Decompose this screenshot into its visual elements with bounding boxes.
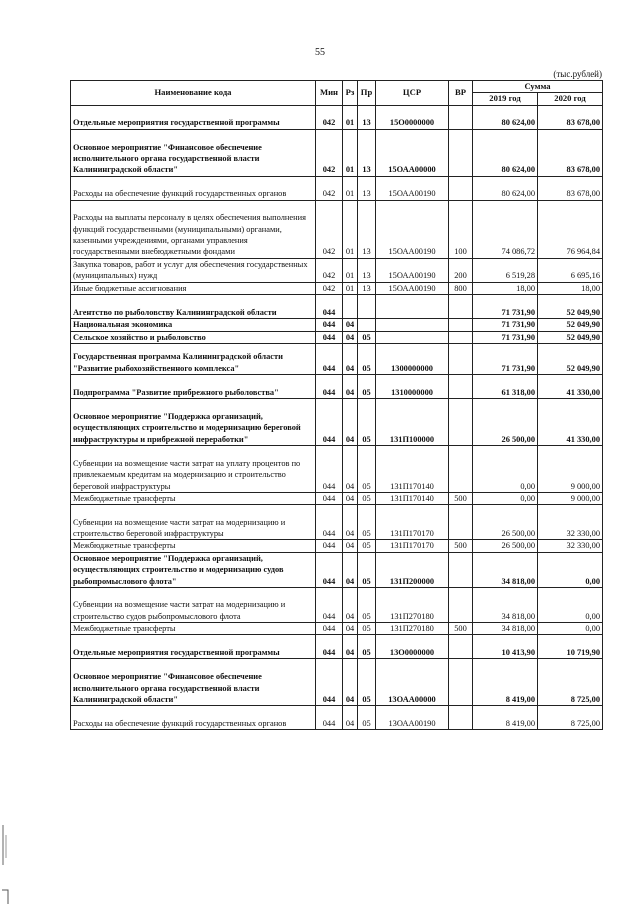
cell-vr: 500: [449, 493, 473, 505]
cell-pr: 05: [358, 446, 376, 493]
cell-name: Сельское хозяйство и рыболовство: [71, 331, 316, 343]
cell-min: 044: [316, 505, 343, 540]
cell-rz: 04: [343, 552, 358, 587]
cell-csr: 1310000000: [376, 375, 449, 399]
cell-pr: 05: [358, 635, 376, 659]
cell-csr: 13ОАА00000: [376, 659, 449, 706]
cell-rz: 04: [343, 540, 358, 552]
cell-min: 044: [316, 331, 343, 343]
cell-v2020: 0,00: [538, 623, 603, 635]
cell-min: 044: [316, 588, 343, 623]
cell-name: Основное мероприятие "Финансовое обеспечение исполнительного органа государственной власти Калининградской области": [71, 659, 316, 706]
cell-v2020: 52 049,90: [538, 344, 603, 375]
table-row: [71, 344, 603, 375]
cell-name: Межбюджетные трансферты: [71, 540, 316, 552]
cell-name: Межбюджетные трансферты: [71, 493, 316, 505]
cell-csr: 13ОАА00190: [376, 706, 449, 730]
cell-rz: 04: [343, 493, 358, 505]
table-row: [71, 295, 603, 319]
cell-name: Субвенции на возмещение части затрат на модернизацию и строительство судов рыбопромыслового флота: [71, 588, 316, 623]
cell-v2019: 26 500,00: [473, 540, 538, 552]
cell-csr: 15ОАА00190: [376, 282, 449, 294]
cell-rz: 04: [343, 399, 358, 446]
cell-v2019: 0,00: [473, 493, 538, 505]
cell-vr: [449, 319, 473, 331]
cell-v2020: 0,00: [538, 552, 603, 587]
cell-v2019: 61 318,00: [473, 375, 538, 399]
cell-v2019: 71 731,90: [473, 331, 538, 343]
cell-v2019: 34 818,00: [473, 623, 538, 635]
cell-min: 044: [316, 344, 343, 375]
cell-name: Закупка товаров, работ и услуг для обеспечения государственных (муниципальных) нужд: [71, 258, 316, 282]
cell-name: Отдельные мероприятия государственной программы: [71, 105, 316, 129]
cell-min: 042: [316, 176, 343, 200]
cell-v2020: 52 049,90: [538, 319, 603, 331]
cell-csr: 131П100000: [376, 399, 449, 446]
col-vr-header: ВР: [449, 81, 473, 106]
table-row: [71, 505, 603, 540]
cell-pr: 05: [358, 706, 376, 730]
table-row: [71, 493, 603, 505]
cell-csr: 15ОАА00190: [376, 200, 449, 258]
cell-rz: 01: [343, 200, 358, 258]
cell-rz: 01: [343, 105, 358, 129]
units-label: (тыс.рублей): [553, 69, 602, 79]
col-pr-header: Пр: [358, 81, 376, 106]
cell-v2020: 32 330,00: [538, 540, 603, 552]
cell-v2019: 74 086,72: [473, 200, 538, 258]
cell-rz: 04: [343, 446, 358, 493]
cell-v2020: 76 964,84: [538, 200, 603, 258]
cell-rz: [343, 295, 358, 319]
cell-v2019: 80 624,00: [473, 105, 538, 129]
cell-min: 044: [316, 375, 343, 399]
cell-v2019: 8 419,00: [473, 706, 538, 730]
cell-name: Межбюджетные трансферты: [71, 623, 316, 635]
cell-csr: 131П170140: [376, 493, 449, 505]
cell-pr: 05: [358, 399, 376, 446]
cell-name: Субвенции на возмещение части затрат на модернизацию и строительство береговой инфраструктуры: [71, 505, 316, 540]
cell-min: 042: [316, 200, 343, 258]
cell-pr: 05: [358, 659, 376, 706]
cell-name: Национальная экономика: [71, 319, 316, 331]
cell-pr: 05: [358, 344, 376, 375]
cell-rz: 01: [343, 282, 358, 294]
cell-v2020: 83 678,00: [538, 105, 603, 129]
page-number: 55: [315, 47, 325, 58]
cell-rz: 01: [343, 129, 358, 176]
cell-v2020: 32 330,00: [538, 505, 603, 540]
cell-v2020: 8 725,00: [538, 659, 603, 706]
table-row: [71, 659, 603, 706]
cell-vr: [449, 375, 473, 399]
cell-vr: [449, 129, 473, 176]
cell-pr: 05: [358, 493, 376, 505]
cell-min: 044: [316, 295, 343, 319]
cell-v2019: 18,00: [473, 282, 538, 294]
cell-v2020: 52 049,90: [538, 331, 603, 343]
cell-name: Субвенции на возмещение части затрат на уплату процентов по привлекаемым кредитам на модернизацию и строительство береговой инфраструктуры: [71, 446, 316, 493]
col-name-header: Наименование кода: [71, 81, 316, 106]
cell-csr: [376, 295, 449, 319]
cell-v2020: 9 000,00: [538, 493, 603, 505]
cell-vr: 500: [449, 623, 473, 635]
cell-v2020: 41 330,00: [538, 375, 603, 399]
cell-v2020: 18,00: [538, 282, 603, 294]
cell-name: Основное мероприятие "Финансовое обеспечение исполнительного органа государственной власти Калининградской области": [71, 129, 316, 176]
cell-pr: 05: [358, 552, 376, 587]
scan-margin-marks: [0, 820, 14, 905]
table-row: [71, 540, 603, 552]
cell-name: Расходы на выплаты персоналу в целях обеспечения выполнения функций государственными (муниципальными) органами, казенными учреждениями, органами управления государственными внебюджетными фондами: [71, 200, 316, 258]
cell-v2019: 10 413,90: [473, 635, 538, 659]
cell-min: 042: [316, 282, 343, 294]
cell-pr: 13: [358, 176, 376, 200]
table-row: [71, 552, 603, 587]
table-row: [71, 635, 603, 659]
cell-csr: 131П270180: [376, 623, 449, 635]
table-row: [71, 331, 603, 343]
cell-min: 042: [316, 258, 343, 282]
cell-min: 044: [316, 635, 343, 659]
table-row: [71, 105, 603, 129]
cell-min: 044: [316, 446, 343, 493]
cell-v2020: 83 678,00: [538, 129, 603, 176]
cell-rz: 04: [343, 505, 358, 540]
table-row: [71, 623, 603, 635]
table-row: [71, 282, 603, 294]
cell-v2019: 0,00: [473, 446, 538, 493]
cell-v2019: 8 419,00: [473, 659, 538, 706]
cell-vr: [449, 552, 473, 587]
table-body: [71, 105, 603, 730]
cell-pr: 05: [358, 375, 376, 399]
cell-min: 042: [316, 105, 343, 129]
cell-v2020: 9 000,00: [538, 446, 603, 493]
cell-rz: 04: [343, 344, 358, 375]
cell-min: 044: [316, 552, 343, 587]
table-row: [71, 319, 603, 331]
cell-v2020: 10 719,90: [538, 635, 603, 659]
cell-vr: [449, 344, 473, 375]
cell-pr: 13: [358, 129, 376, 176]
cell-name: Иные бюджетные ассигнования: [71, 282, 316, 294]
table-row: [71, 375, 603, 399]
table-row: [71, 399, 603, 446]
cell-v2019: 80 624,00: [473, 176, 538, 200]
cell-name: Подпрограмма "Развитие прибрежного рыболовства": [71, 375, 316, 399]
table-row: [71, 176, 603, 200]
cell-rz: 04: [343, 659, 358, 706]
cell-rz: 01: [343, 176, 358, 200]
cell-rz: 04: [343, 588, 358, 623]
cell-vr: [449, 295, 473, 319]
table-row: [71, 258, 603, 282]
cell-rz: 04: [343, 331, 358, 343]
cell-pr: [358, 319, 376, 331]
cell-pr: 05: [358, 623, 376, 635]
cell-csr: 131П170170: [376, 505, 449, 540]
cell-vr: [449, 446, 473, 493]
table-row: [71, 129, 603, 176]
cell-name: Основное мероприятие "Поддержка организаций, осуществляющих строительство и модернизацию береговой инфраструктуры и прибрежной переработки": [71, 399, 316, 446]
cell-vr: [449, 635, 473, 659]
col-min-header: Мин: [316, 81, 343, 106]
cell-min: 044: [316, 399, 343, 446]
col-rz-header: Рз: [343, 81, 358, 106]
table-row: [71, 446, 603, 493]
cell-csr: 131П200000: [376, 552, 449, 587]
col-2019-header: 2019 год: [473, 93, 538, 105]
cell-v2020: 52 049,90: [538, 295, 603, 319]
cell-v2019: 71 731,90: [473, 295, 538, 319]
cell-csr: 15ОАА00190: [376, 258, 449, 282]
cell-rz: 04: [343, 706, 358, 730]
cell-csr: 131П270180: [376, 588, 449, 623]
cell-csr: 131П170140: [376, 446, 449, 493]
col-csr-header: ЦСР: [376, 81, 449, 106]
cell-v2020: 83 678,00: [538, 176, 603, 200]
cell-name: Агентство по рыболовству Калининградской области: [71, 295, 316, 319]
cell-v2020: 8 725,00: [538, 706, 603, 730]
cell-vr: 100: [449, 200, 473, 258]
cell-pr: 05: [358, 540, 376, 552]
cell-v2019: 80 624,00: [473, 129, 538, 176]
cell-csr: 13О0000000: [376, 635, 449, 659]
cell-rz: 04: [343, 623, 358, 635]
cell-min: 044: [316, 319, 343, 331]
cell-v2020: 0,00: [538, 588, 603, 623]
cell-csr: 15О0000000: [376, 105, 449, 129]
cell-vr: [449, 176, 473, 200]
cell-vr: [449, 706, 473, 730]
cell-rz: 04: [343, 635, 358, 659]
cell-pr: 13: [358, 200, 376, 258]
cell-vr: 800: [449, 282, 473, 294]
cell-name: Отдельные мероприятия государственной программы: [71, 635, 316, 659]
cell-pr: [358, 295, 376, 319]
cell-vr: 500: [449, 540, 473, 552]
table-row: [71, 588, 603, 623]
cell-v2019: 26 500,00: [473, 505, 538, 540]
col-sum-header: Сумма: [473, 81, 603, 93]
cell-v2020: 6 695,16: [538, 258, 603, 282]
cell-pr: 05: [358, 505, 376, 540]
col-2020-header: 2020 год: [538, 93, 603, 105]
cell-vr: [449, 105, 473, 129]
cell-pr: 13: [358, 105, 376, 129]
cell-csr: [376, 331, 449, 343]
budget-table: [70, 80, 603, 730]
cell-rz: 01: [343, 258, 358, 282]
cell-pr: 05: [358, 588, 376, 623]
cell-min: 044: [316, 623, 343, 635]
table-header: [71, 81, 603, 106]
cell-vr: [449, 659, 473, 706]
cell-v2019: 71 731,90: [473, 319, 538, 331]
cell-v2020: 41 330,00: [538, 399, 603, 446]
table-row: [71, 200, 603, 258]
cell-vr: 200: [449, 258, 473, 282]
cell-vr: [449, 505, 473, 540]
cell-v2019: 26 500,00: [473, 399, 538, 446]
cell-min: 042: [316, 129, 343, 176]
cell-min: 044: [316, 493, 343, 505]
cell-name: Государственная программа Калининградской области "Развитие рыбохозяйственного комплекса": [71, 344, 316, 375]
cell-vr: [449, 331, 473, 343]
cell-csr: 15ОАА00000: [376, 129, 449, 176]
table-row: [71, 706, 603, 730]
cell-min: 044: [316, 659, 343, 706]
cell-name: Расходы на обеспечение функций государственных органов: [71, 176, 316, 200]
cell-vr: [449, 588, 473, 623]
cell-rz: 04: [343, 375, 358, 399]
cell-v2019: 34 818,00: [473, 552, 538, 587]
cell-v2019: 34 818,00: [473, 588, 538, 623]
cell-pr: 13: [358, 282, 376, 294]
cell-csr: 131П170170: [376, 540, 449, 552]
cell-vr: [449, 399, 473, 446]
cell-csr: 15ОАА00190: [376, 176, 449, 200]
cell-name: Основное мероприятие "Поддержка организаций, осуществляющих строительство и модернизацию судов рыбопромыслового флота": [71, 552, 316, 587]
cell-v2019: 71 731,90: [473, 344, 538, 375]
cell-min: 044: [316, 540, 343, 552]
cell-csr: 1300000000: [376, 344, 449, 375]
cell-rz: 04: [343, 319, 358, 331]
cell-csr: [376, 319, 449, 331]
cell-v2019: 6 519,28: [473, 258, 538, 282]
cell-min: 044: [316, 706, 343, 730]
cell-pr: 05: [358, 331, 376, 343]
cell-name: Расходы на обеспечение функций государственных органов: [71, 706, 316, 730]
cell-pr: 13: [358, 258, 376, 282]
